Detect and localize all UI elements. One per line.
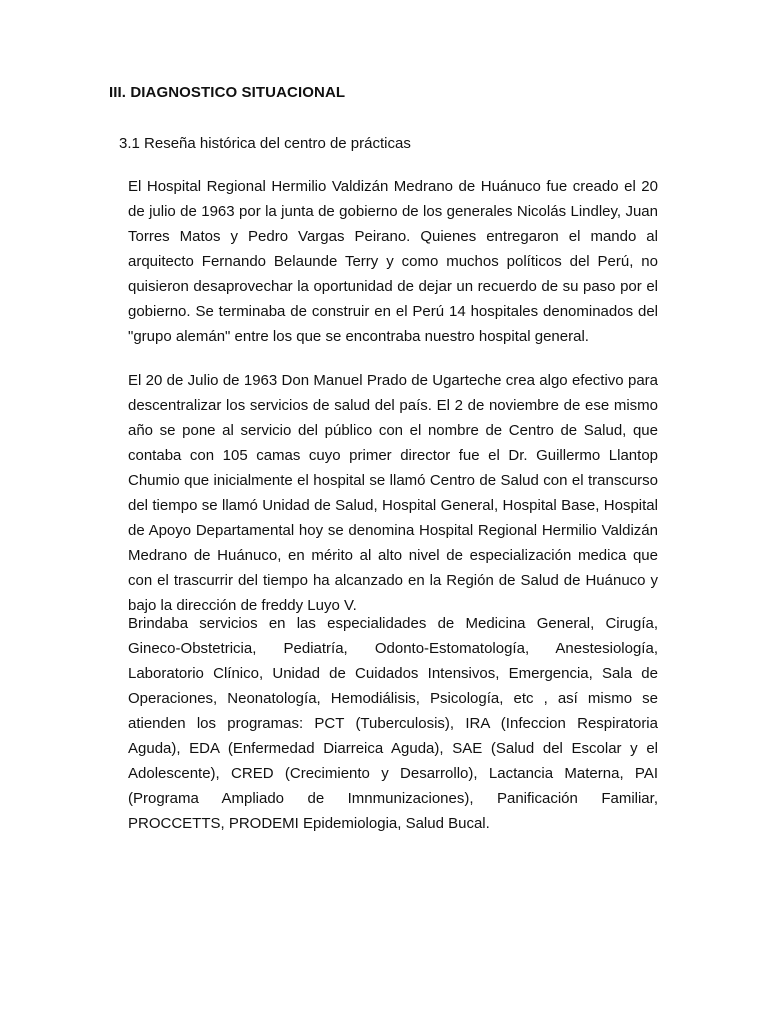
- paragraph-history-evolution: El 20 de Julio de 1963 Don Manuel Prado de Ugarteche crea algo efectivo para descentralizar los servicios de salud del país. El 2 de noviembre de ese mismo año se pone al servicio del público con el nombre de Centro de Salud, que contaba con 105 camas cuyo primer director fue el Dr. Guillermo Llantop Chumio que inicialmente el hospital se llamó Centro de Salud con el transcurso del tiempo se llamó Unidad de Salud, Hospital General, Hospital Base, Hospital de Apoyo Departamental hoy se denomina Hospital Regional Hermilio Valdizán Medrano de Huánuco, en mérito al alto nivel de especialización medica que con el trascurrir del tiempo ha alcanzado en la Región de Salud de Huánuco y bajo la dirección de freddy Luyo V.: [128, 372, 658, 614]
- paragraph-history-founding: El Hospital Regional Hermilio Valdizán Medrano de Huánuco fue creado el 20 de julio de 1963 por la junta de gobierno de los generales Nicolás Lindley, Juan Torres Matos y Pedro Vargas Peirano. Quienes entregaron el mando al arquitecto Fernando Belaunde Terry y como muchos políticos del Perú, no quisieron desaprovechar la oportunidad de dejar un recuerdo de su paso por el gobierno. Se terminaba de construir en el Perú 14 hospitales denominados del "grupo alemán" entre los que se encontraba nuestro hospital general.: [128, 178, 658, 345]
- subsection-title: 3.1 Reseña histórica del centro de prácticas: [119, 135, 411, 152]
- section-title: III. DIAGNOSTICO SITUACIONAL: [109, 84, 346, 101]
- paragraph-services: Brindaba servicios en las especialidades de Medicina General, Cirugía, Gineco-Obstetricia, Pediatría, Odonto-Estomatología, Anestesiología, Laboratorio Clínico, Unidad de Cuidados Intensivos, Emergencia, Sala de Operaciones, Neonatología, Hemodiálisis, Psicología, etc , así mismo se atienden los programas: PCT (Tuberculosis), IRA (Infeccion Respiratoria Aguda), EDA (Enfermedad Diarreica Aguda), SAE (Salud del Escolar y el Adolescente), CRED (Crecimiento y Desarrollo), Lactancia Materna, PAI (Programa Ampliado de Imnmunizaciones), Panificación Familiar, PROCCETTS, PRODEMI Epidemiologia, Salud Bucal.: [128, 615, 658, 832]
